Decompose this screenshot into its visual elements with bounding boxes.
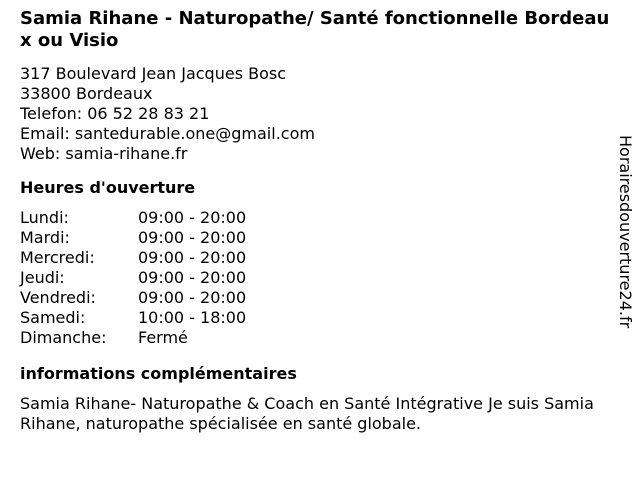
- time-value: 09:00 - 20:00: [138, 208, 247, 227]
- business-card: [20, 8, 610, 434]
- day-label: Mercredi:: [20, 248, 95, 267]
- day-label: Vendredi:: [20, 288, 96, 307]
- page-title: Samia Rihane - Naturopathe/ Santé fonctionnelle Bordeaux ou Visio: [20, 8, 610, 51]
- contact-block: [20, 64, 610, 164]
- hours-row-sunday: [20, 328, 610, 348]
- watermark-text: Horairesdouverture24.fr: [616, 135, 635, 329]
- time-value: 10:00 - 18:00: [138, 308, 247, 327]
- email-text: Email: santedurable.one@gmail.com: [20, 124, 315, 143]
- time-value: 09:00 - 20:00: [138, 248, 247, 267]
- hours-table: [20, 208, 610, 348]
- day-label: Samedi:: [20, 308, 86, 327]
- hours-row-tuesday: [20, 228, 610, 248]
- time-value: 09:00 - 20:00: [138, 268, 247, 287]
- day-label: Lundi:: [20, 208, 69, 227]
- day-label: Dimanche:: [20, 328, 107, 347]
- web-text: Web: samia-rihane.fr: [20, 144, 188, 163]
- info-heading: informations complémentaires: [20, 364, 297, 383]
- day-label: Mardi:: [20, 228, 70, 247]
- info-description: Samia Rihane- Naturopathe & Coach en Santé Intégrative Je suis Samia Rihane, naturopathe spécialisée en santé globale.: [20, 394, 594, 433]
- time-value: Fermé: [138, 328, 188, 347]
- hours-heading: Heures d'ouverture: [20, 178, 196, 197]
- phone-text: Telefon: 06 52 28 83 21: [20, 104, 210, 123]
- hours-row-wednesday: [20, 248, 610, 268]
- address-street: 317 Boulevard Jean Jacques Bosc: [20, 64, 287, 83]
- address-city: 33800 Bordeaux: [20, 84, 153, 103]
- time-value: 09:00 - 20:00: [138, 228, 247, 247]
- hours-row-friday: [20, 288, 610, 308]
- site-watermark: [613, 135, 637, 345]
- hours-row-monday: [20, 208, 610, 228]
- day-label: Jeudi:: [20, 268, 65, 287]
- hours-row-thursday: [20, 268, 610, 288]
- time-value: 09:00 - 20:00: [138, 288, 247, 307]
- hours-row-saturday: [20, 308, 610, 328]
